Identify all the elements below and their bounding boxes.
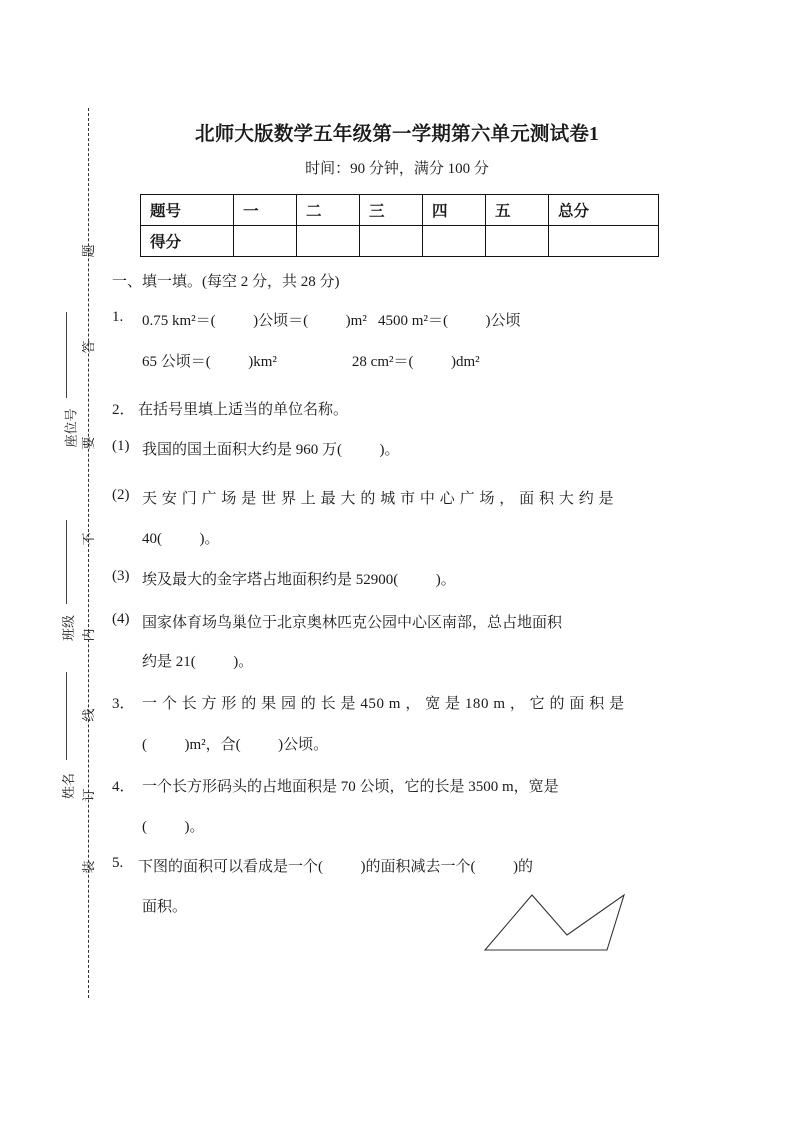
score-table-col-1: 二 xyxy=(297,195,360,226)
question-4-line-1: 一个长方形码头的占地面积是 70 公顷，它的长是 3500 m，宽是 xyxy=(142,779,559,795)
side-label-seat-number xyxy=(52,408,86,448)
question-2-sub-2-line-2: 40( )。 xyxy=(142,531,220,547)
page-title: 北师大版数学五年级第一学期第六单元测试卷1 xyxy=(195,124,599,145)
vertical-char-3 xyxy=(78,528,100,550)
score-table-row-label-0: 题号 xyxy=(141,195,234,226)
score-cell-0[interactable] xyxy=(234,226,297,257)
score-table-row-label-1: 得分 xyxy=(141,226,234,257)
question-2-sub-1-label: (1) xyxy=(112,438,130,454)
score-table xyxy=(140,194,659,257)
section-heading-1: 一、填一填。(每空 2 分，共 28 分) xyxy=(112,274,340,290)
seat-number-blank-line[interactable] xyxy=(66,312,67,398)
score-table-col-4: 五 xyxy=(486,195,549,226)
score-cell-4[interactable] xyxy=(486,226,549,257)
score-cell-1[interactable] xyxy=(297,226,360,257)
vertical-char-0 xyxy=(78,240,100,262)
side-label-class-text: 班级 xyxy=(60,614,76,642)
binding-margin xyxy=(0,0,112,1122)
vertical-char-label: 线 xyxy=(81,708,96,722)
score-table-col-0: 一 xyxy=(234,195,297,226)
vertical-char-label: 要 xyxy=(81,436,96,450)
vertical-char-1 xyxy=(78,336,100,358)
score-cell-5[interactable] xyxy=(549,226,659,257)
question-2-number: 2． xyxy=(112,402,135,418)
question-2-sub-2-label: (2) xyxy=(112,487,130,503)
side-label-seat-number-text: 座位号 xyxy=(63,408,79,448)
question-2-sub-4-label: (4) xyxy=(112,611,130,627)
score-table-col-2: 三 xyxy=(360,195,423,226)
side-label-name xyxy=(52,772,86,800)
score-table-col-5: 总分 xyxy=(549,195,659,226)
question-2-line-1: 在括号里填上适当的单位名称。 xyxy=(138,402,349,418)
page-subtitle: 时间：90 分钟，满分 100 分 xyxy=(305,161,489,177)
table-row-scores xyxy=(141,226,659,257)
side-label-class xyxy=(52,614,86,642)
vertical-char-label: 不 xyxy=(81,532,96,546)
vertical-char-7 xyxy=(78,856,100,878)
vertical-char-label: 题 xyxy=(81,244,96,258)
question-1-number: 1. xyxy=(112,309,124,325)
question-2-sub-1-line-1: 我国的国土面积大约是 960 万( )。 xyxy=(142,442,400,458)
question-5-figure xyxy=(362,880,662,970)
question-1-line-2: 65 公顷＝( )km² 28 cm²＝( )dm² xyxy=(142,354,480,370)
name-blank-line[interactable] xyxy=(66,672,67,760)
question-4-number: 4． xyxy=(112,779,135,795)
notched-parallelogram-shape xyxy=(485,895,624,950)
question-2-sub-2-line-1: 天 安 门 广 场 是 世 界 上 最 大 的 城 市 中 心 广 场 ， 面 积 大 约 是 xyxy=(142,491,615,507)
side-label-name-text: 姓名 xyxy=(60,772,76,800)
vertical-char-label: 装 xyxy=(81,860,96,874)
question-5-line-1: 下图的面积可以看成是一个( )的面积减去一个( )的 xyxy=(138,859,533,875)
score-cell-3[interactable] xyxy=(423,226,486,257)
question-3-line-2: ( )m²，合( )公顷。 xyxy=(142,737,329,753)
class-blank-line[interactable] xyxy=(66,520,67,604)
vertical-char-label: 内 xyxy=(81,628,96,642)
exam-sheet xyxy=(112,0,793,1122)
score-table-col-3: 四 xyxy=(423,195,486,226)
score-cell-2[interactable] xyxy=(360,226,423,257)
question-5-line-2: 面积。 xyxy=(142,899,188,915)
question-1-line-1: 0.75 km²＝( )公顷＝( )m² 4500 m²＝( )公顷 xyxy=(142,313,521,329)
question-5-number: 5. xyxy=(112,855,124,871)
question-2-sub-3-line-1: 埃及最大的金字塔占地面积约是 52900( )。 xyxy=(142,572,456,588)
question-3-line-1: 一 个 长 方 形 的 果 园 的 长 是 450 m ， 宽 是 180 m ， 它 的 面 积 是 xyxy=(142,696,625,712)
vertical-char-label: 订 xyxy=(81,788,96,802)
vertical-char-5 xyxy=(78,704,100,726)
table-row-header xyxy=(141,195,659,226)
question-2-sub-4-line-2: 约是 21( )。 xyxy=(142,654,254,670)
question-4-line-2: ( )。 xyxy=(142,819,205,835)
question-3-number: 3． xyxy=(112,696,135,712)
vertical-char-label: 答 xyxy=(81,340,96,354)
question-2-sub-4-line-1: 国家体育场鸟巢位于北京奥林匹克公园中心区南部，总占地面积 xyxy=(142,615,563,631)
question-2-sub-3-label: (3) xyxy=(112,568,130,584)
